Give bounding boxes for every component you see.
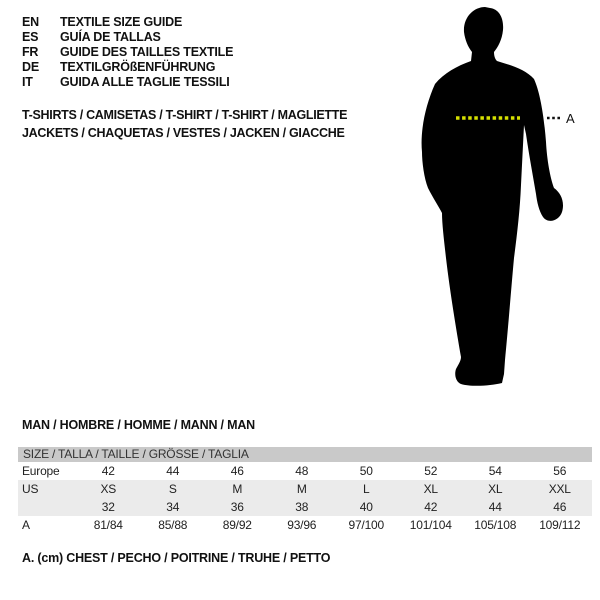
table-row-us <box>18 480 592 498</box>
language-code: FR <box>22 45 39 59</box>
category-line-jackets: JACKETS / CHAQUETAS / VESTES / JACKEN / GIACCHE <box>22 126 345 140</box>
size-cell: 93/96 <box>287 518 317 532</box>
category-line-tshirts: T-SHIRTS / CAMISETAS / T-SHIRT / T-SHIRT / MAGLIETTE <box>22 108 348 122</box>
size-table <box>18 447 592 534</box>
size-cell: 52 <box>424 464 438 478</box>
size-cell: 54 <box>488 464 502 478</box>
size-cell: 109/112 <box>539 518 581 532</box>
chest-measure-label: A <box>566 111 575 126</box>
size-cell: 46 <box>553 500 567 514</box>
size-cell: 44 <box>166 464 180 478</box>
category-lines <box>22 106 347 142</box>
man-silhouette <box>422 7 563 386</box>
language-code: IT <box>22 75 33 89</box>
size-cell: 40 <box>359 500 373 514</box>
size-cell: M <box>232 482 243 496</box>
language-row-de <box>22 60 233 75</box>
row-label: Europe <box>22 464 60 478</box>
size-cell: 97/100 <box>348 518 384 532</box>
size-cell: 101/104 <box>409 518 452 532</box>
language-code: EN <box>22 15 39 29</box>
size-cell: 42 <box>424 500 438 514</box>
size-cell: 42 <box>101 464 115 478</box>
language-label: TEXTILGRÖßENFÜHRUNG <box>60 60 216 74</box>
size-cell: XL <box>423 482 438 496</box>
row-label: A <box>22 518 30 532</box>
language-code: DE <box>22 60 39 74</box>
language-row-fr <box>22 45 233 60</box>
size-cell: 36 <box>230 500 244 514</box>
size-cell: XXL <box>548 482 571 496</box>
size-cell: 50 <box>359 464 373 478</box>
size-cell: 34 <box>166 500 180 514</box>
table-row-europe <box>18 462 592 480</box>
size-cell: 85/88 <box>158 518 188 532</box>
size-cell: M <box>296 482 307 496</box>
size-cell: 38 <box>295 500 309 514</box>
size-cell: L <box>363 482 370 496</box>
size-cell: S <box>168 482 177 496</box>
size-cell: 56 <box>553 464 567 478</box>
size-cell: 81/84 <box>93 518 123 532</box>
row-label <box>18 498 76 516</box>
size-cell: 44 <box>488 500 502 514</box>
man-silhouette-figure <box>395 0 600 400</box>
language-label: GUÍA DE TALLAS <box>60 30 161 44</box>
language-label: GUIDA ALLE TAGLIE TESSILI <box>60 75 230 89</box>
section-title-man: MAN / HOMBRE / HOMME / MANN / MAN <box>22 418 255 432</box>
row-label: US <box>22 482 39 496</box>
table-row-us-numeric <box>18 498 592 516</box>
size-cell: 89/92 <box>222 518 252 532</box>
language-row-en <box>22 15 233 30</box>
table-row-chest-a <box>18 516 592 534</box>
language-row-it <box>22 75 233 90</box>
language-row-es <box>22 30 233 45</box>
size-cell: 32 <box>101 500 115 514</box>
language-label: TEXTILE SIZE GUIDE <box>60 15 183 29</box>
size-cell: XS <box>100 482 117 496</box>
language-code: ES <box>22 30 39 44</box>
measurement-footnote: A. (cm) CHEST / PECHO / POITRINE / TRUHE / PETTO <box>22 551 331 565</box>
size-cell: 105/108 <box>474 518 517 532</box>
size-cell: XL <box>488 482 503 496</box>
size-cell: 48 <box>295 464 309 478</box>
size-cell: 46 <box>230 464 244 478</box>
size-table-header: SIZE / TALLA / TAILLE / GRÖSSE / TAGLIA <box>18 447 592 462</box>
language-label: GUIDE DES TAILLES TEXTILE <box>60 45 234 59</box>
language-list <box>22 15 233 90</box>
